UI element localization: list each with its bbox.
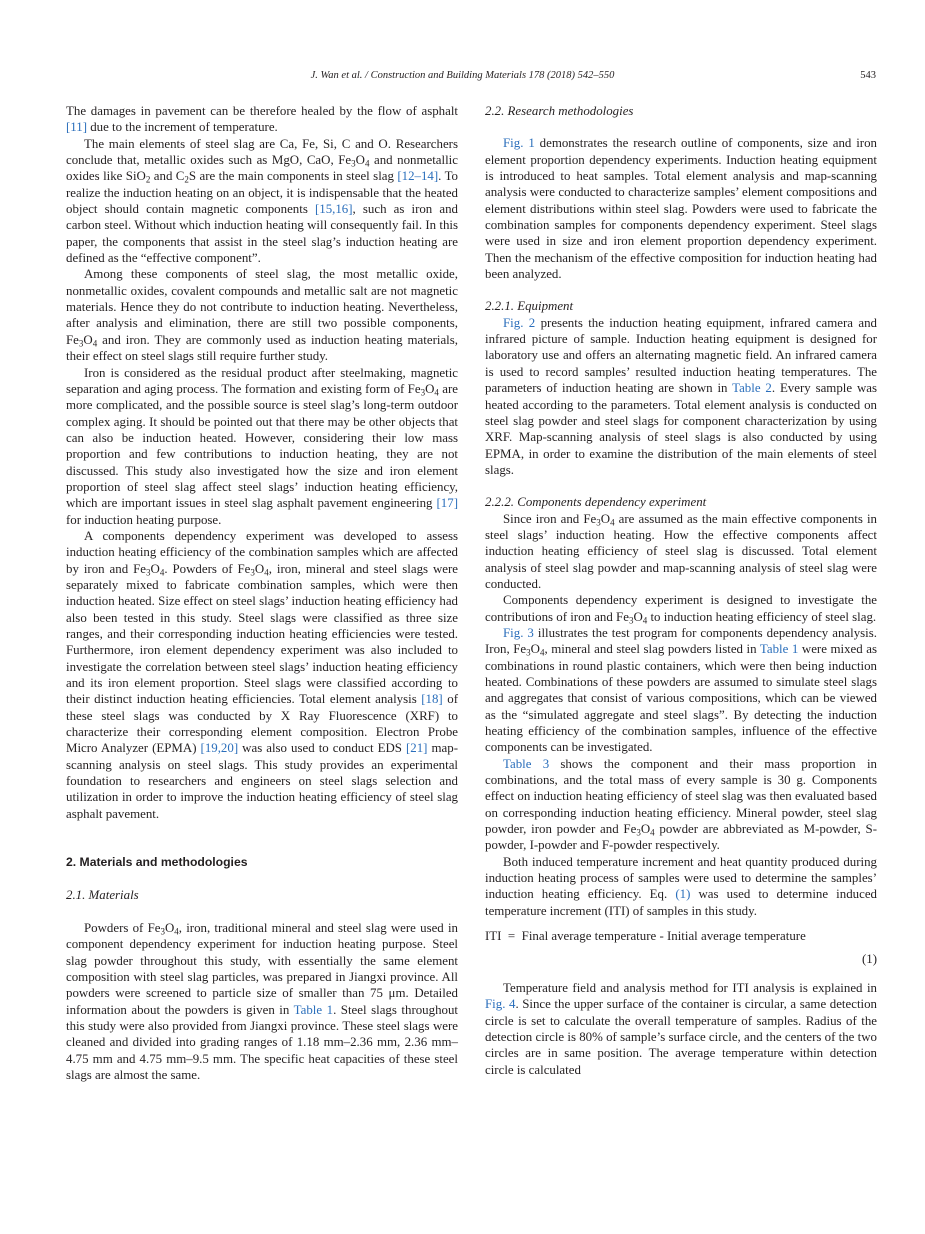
reference-link[interactable]: [12–14] — [397, 169, 439, 184]
paragraph: Both induced temperature increment and heat quantity produced during induction heating process of samples were used to determine the samples’ induction heating efficiency. Eq. (1) was used to determine induced temperature increment (ITI) of samples in this study. — [485, 854, 877, 918]
page-number: 543 — [860, 70, 876, 81]
reference-link[interactable]: [21] — [405, 741, 428, 756]
figure-link[interactable]: Fig. 2 — [503, 315, 536, 330]
table-link[interactable]: Table 1 — [759, 642, 799, 657]
paragraph: A components dependency experiment was developed to assess induction heating efficiency of the combination samples which are affected by iron and $Fe_3O_4$. Powders of $Fe_3O_4$, iron, mineral and steel slags were separately mixed to fabricate combination samples, which were then induction heated. Size effect on steel slags’ induction heating efficiency had also been tested in this study. Steel slags were classified as three size ranges, and their corresponding induction heating efficiencies were tested. Furthermore, iron element dependency experiment was also included to investigate the correlation between steel slags’ induction heating efficiency and its iron element proportion. Steel slags were classified according to their distinct induction heating efficiencies. Total element analysis [18] of these steel slags was conducted by X Ray Fluorescence (XRF) to characterize their corresponding element composition. Electron Probe Micro Analyzer (EPMA) [19,20] was also used to conduct EDS [21] map-scanning analysis on steel slags. This study provides an experimental foundation to researchers and engineers on steel slags selection and utilization in order to improve the induction heating efficiency of steel slag asphalt pavement. — [66, 528, 459, 821]
equation-link[interactable]: (1) — [675, 887, 691, 902]
table-link[interactable]: Table 3 — [503, 756, 550, 771]
figure-link[interactable]: Fig. 3 — [503, 625, 534, 640]
right-column — [485, 103, 877, 1078]
reference-link[interactable]: [19,20] — [200, 741, 239, 756]
paragraph: Temperature field and analysis method for ITI analysis is explained in Fig. 4. Since the upper surface of the container is circular, a same detection circle is set to calculate the overall temperature of samples. Radius of the detection circle is 80% of sample’s surface circle, and the centers of the two circles are in same position. The average temperature within detection circle is calculated — [485, 980, 877, 1077]
equation — [485, 928, 877, 944]
paragraph: Iron is considered as the residual product after steelmaking, magnetic separation and aging process. The formation and existing form of $Fe_3O_4$ are more complicated, and the possible source is steel slag’s long-term outdoor complex aging. It should be pointed out that there may be other objects that can also be induction heated. However, considering their low mass proportion and few contributions to induction heating, they are not discussed. This study also investigated how the size and iron element proportion of steel slag affect steel slags’ induction heating efficiency, which are important issues in steel slag asphalt pavement engineering [17] for induction heating purpose. — [66, 365, 458, 527]
subsection-heading: 2.2.1. Equipment — [485, 299, 574, 314]
equation-number: (1) — [861, 951, 877, 966]
subsection-heading: 2.2. Research methodologies — [485, 104, 634, 118]
subsection-heading: 2.1. Materials — [66, 888, 139, 903]
paragraph: Table 3 shows the component and their mass proportion in combinations, and the total mass of every sample is 30 g. Components effect on induction heating efficiency of steel slag was then evaluated based on corresponding induction heating efficiency. Mineral powder, steel slag powder, iron powder and $Fe_3O_4$ powder are abbreviated as M-powder, S-powder, I-powder and F-powder respectively. — [485, 756, 877, 853]
reference-link[interactable]: [18] — [421, 692, 443, 707]
section-heading: 2. Materials and methodologies — [66, 855, 248, 870]
equation-body: ITI = Final average temperature - Initial average temperature — [485, 929, 806, 944]
reference-link[interactable]: [17] — [436, 496, 458, 511]
running-header — [0, 70, 925, 90]
table-link[interactable]: Table 2 — [732, 381, 772, 396]
paragraph: The damages in pavement can be therefore healed by the flow of asphalt [11] due to the increment of temperature. — [66, 104, 458, 135]
figure-link[interactable]: Fig. 1 — [503, 136, 535, 151]
paragraph: Since iron and $Fe_3O_4$ are assumed as the main effective components in steel slags’ induction heating. How the effective components affect induction heating efficiency of steel slag is discussed. Total element analysis of steel slag powder and map-scanning analysis of steel slag were conducted. — [485, 511, 878, 591]
reference-link[interactable]: [11] — [66, 120, 87, 135]
paragraph: The main elements of steel slag are Ca, Fe, Si, C and O. Researchers conclude that, metallic oxides such as MgO, CaO, $Fe_3O_4$ and nonmetallic oxides like SiO$_2$ and $C_2S$ are the main components in steel slag [12–14]. To realize the induction heating on an object, it is indispensable that the heated object should contain magnetic components [15,16], such as iron and carbon steel. Without which induction heating will consequently fail. In this paper, the components that assist in the steel slag’s induction heating are defined as the “effective component”. — [66, 136, 458, 266]
paragraph: Fig. 1 demonstrates the research outline of components, size and iron element proportion dependency experiments. Induction heating equipment is introduced to heat samples. Total element analysis and map-scanning analysis were conducted to characterize samples’ element compositions and element distributions within steel slag. Powders were used to fabricate the combination samples for components dependency experiment. Steel slags were used in size and iron element proportion dependency experiment. Then the mechanism of the effective composition for induction heating had been analyzed. — [485, 136, 877, 282]
table-link[interactable]: Table 1 — [293, 1002, 334, 1017]
journal-citation: J. Wan et al. / Construction and Building Materials 178 (2018) 542–550 — [310, 70, 615, 81]
paragraph: Fig. 2 presents the induction heating equipment, infrared camera and infrared picture of sample. Induction heating equipment is designed for laboratory use and offers an alternating magnetic field. An infrared camera is used to record samples’ resulted induction heating temperatures. The parameters of induction heating are shown in Table 2. Every sample was heated according to the parameters. Total element analysis is conducted on steel slag powder and steel slags for component characterization by using XRF. Map-scanning analysis of steel slags is also conducted by using EPMA, in order to examine the distribution of the main elements of steel slags. — [485, 315, 877, 477]
paragraph: Fig. 3 illustrates the test program for components dependency analysis. Iron, $Fe_3O_4$, mineral and steel slag powders listed in Table 1 were mixed as combinations in round plastic containers, which were then being induction heated. Combinations of these powders are assumed to simulate steel slags and aggregates that consist of various compositions, which can be viewed as the “simulated aggregate and steel slags”. By detecting the induction heating efficiency of the combination samples, influence of the effective components can be investigated. — [485, 625, 878, 755]
subsection-heading: 2.2.2. Components dependency experiment — [485, 495, 707, 510]
reference-link[interactable]: [15,16] — [314, 202, 353, 217]
paragraph: Components dependency experiment is designed to investigate the contributions of iron and $Fe_3O_4$ to induction heating efficiency of steel slag. — [485, 593, 877, 626]
left-column — [66, 103, 458, 1083]
figure-link[interactable]: Fig. 4 — [485, 997, 516, 1012]
paragraph: Powders of $Fe_3O_4$, iron, traditional mineral and steel slag were used in component dependency experiment for induction heating purpose. Steel slag powder throughout this study, with essentially the same element composition with steel slag particles, was prepared in Jiangxi province. All powders were screened to particle size of smaller than 75 μm. Detailed information about the powders is given in Table 1. Steel slags throughout this study were also provided from Jiangxi province. These steel slags were cleaned and divided into grading ranges of 1.18 mm–2.36 mm, 2.36 mm–4.75 mm and 4.75 mm–9.5 mm. The specific heat capacities of these steel slags are almost the same. — [66, 920, 458, 1082]
paragraph: Among these components of steel slag, the most metallic oxide, nonmetallic oxides, covalent compounds and metallic salt are not magnetic materials. Hence they do not contribute to induction heating. Nevertheless, after analysis and elimination, there are still two possible components, $Fe_3O_4$ and iron. They are commonly used as induction heating materials, their effect on steel slags still require further study. — [66, 267, 458, 364]
